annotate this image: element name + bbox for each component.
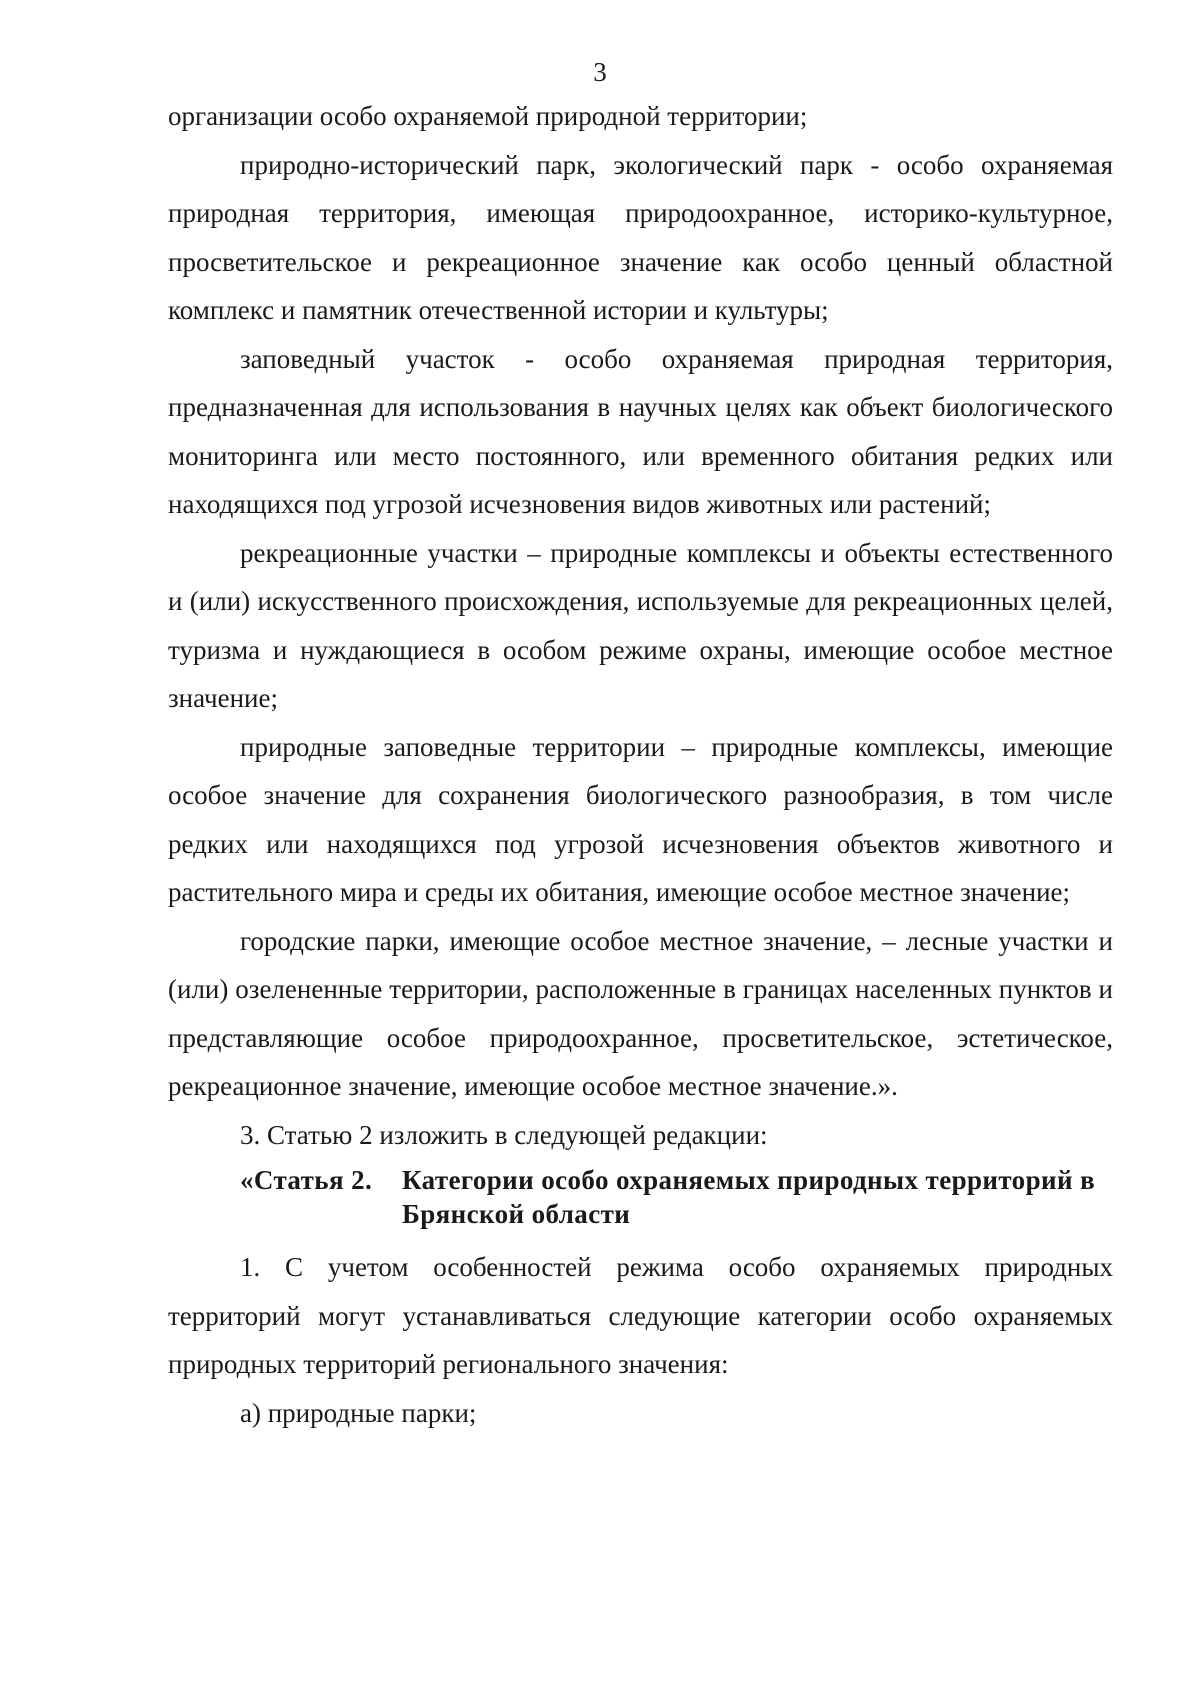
paragraph-reserved-plot: заповедный участок - особо охраняемая природная территория, предназначенная для использования в научных целях как объект биологического мониторинга или место постоянного, или временного обитания редких или находящихся под угрозой исчезновения видов животных или растений; — [168, 343, 1113, 519]
paragraph-article-amendment: 3. Статью 2 изложить в следующей редакции: — [240, 1119, 768, 1150]
paragraph-natural-reserved-territories: природные заповедные территории – природные комплексы, имеющие особое значение для сохранения биологического разнообразия, в том числе редких или находящихся под угрозой исчезновения объектов животного и растительного мира и среды их обитания, имеющие особое местное значение; — [168, 731, 1113, 907]
paragraph-city-parks: городские парки, имеющие особое местное значение, – лесные участки и (или) озелененные территории, расположенные в границах населенных пунктов и представляющие особое природоохранное, просветительское, эстетическое, рекреационное значение, имеющие особое местное значение.». — [168, 925, 1113, 1101]
document-body — [168, 92, 1113, 1437]
paragraph-list-item-a: а) природные парки; — [240, 1397, 477, 1428]
article-number: «Статья 2. — [240, 1165, 373, 1195]
paragraph-natural-historic-park: природно-исторический парк, экологический парк - особо охраняемая природная территория, имеющая природоохранное, историко-культурное, просветительское и рекреационное значение как особо ценный областной комплекс и памятник отечественной истории и культуры; — [168, 149, 1113, 325]
paragraph-continuation: организации особо охраняемой природной территории; — [168, 101, 808, 131]
article-title: Категории особо охраняемых природных территорий в Брянской области — [402, 1165, 1096, 1229]
paragraph-categories-intro: 1. С учетом особенностей режима особо охраняемых природных территорий могут устанавливаться следующие категории особо охраняемых природных территорий регионального значения: — [168, 1252, 1113, 1379]
page-number: 3 — [593, 57, 607, 87]
paragraph-recreational-plots: рекреационные участки – природные комплексы и объекты естественного и (или) искусственного происхождения, используемые для рекреационных целей, туризма и нуждающиеся в особом режиме охраны, имеющие особое местное значение; — [168, 537, 1113, 713]
article-heading — [240, 1163, 1113, 1231]
